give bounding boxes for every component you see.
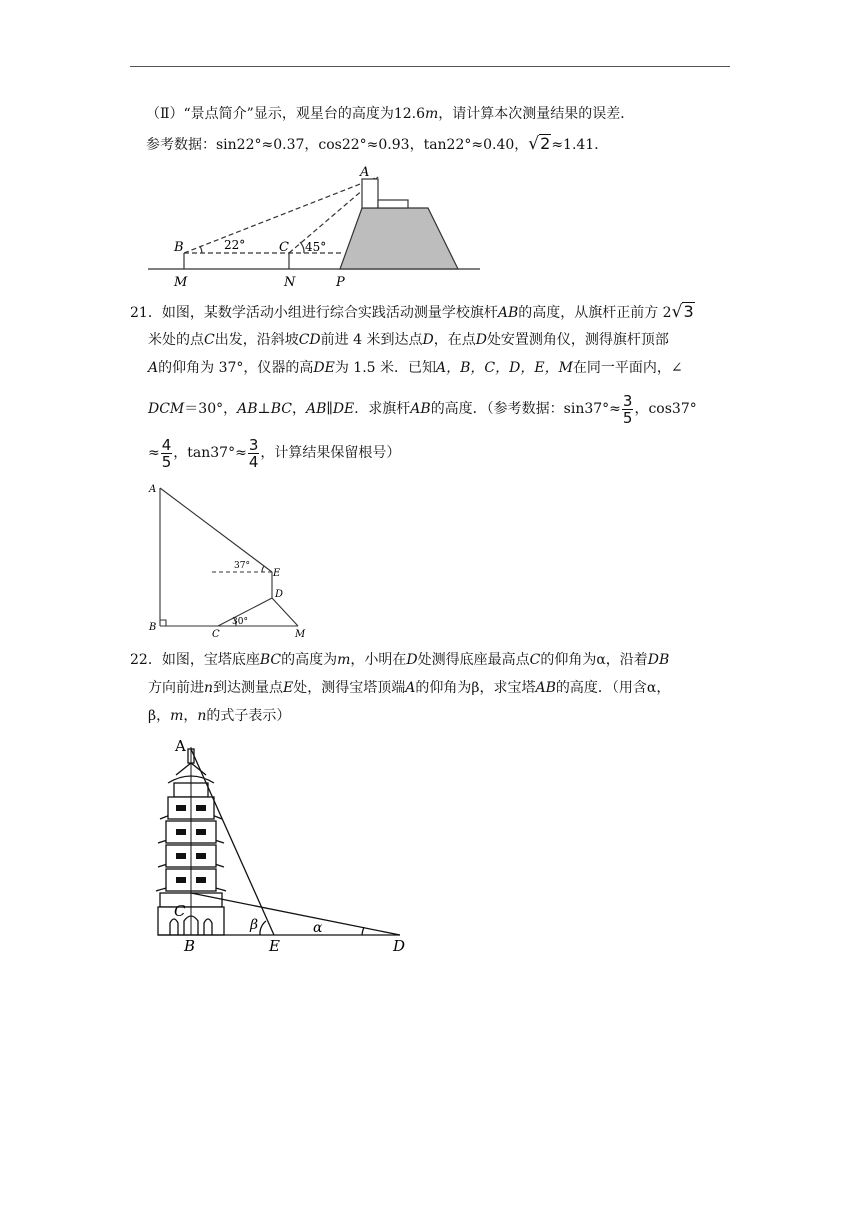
q20-part2 bbox=[146, 104, 634, 124]
q22-var: E bbox=[283, 680, 294, 696]
label-c: C bbox=[212, 629, 220, 640]
q22-text: 的高度．（用含α， bbox=[555, 680, 671, 696]
q22-line-3 bbox=[148, 706, 290, 726]
q21-var: C bbox=[204, 332, 215, 348]
q21-text: ∥ bbox=[326, 401, 333, 417]
q21-var: DE bbox=[313, 360, 335, 376]
fraction-den: 5 bbox=[622, 408, 633, 427]
angle-label-45: 45° bbox=[305, 240, 327, 254]
label-beta: β bbox=[250, 917, 259, 933]
label-e: E bbox=[269, 937, 280, 955]
label-a: A bbox=[360, 165, 370, 180]
label-alpha: α bbox=[313, 920, 323, 936]
label-p: P bbox=[336, 275, 345, 290]
q22-var: C bbox=[529, 652, 541, 668]
angle-arc-c bbox=[300, 242, 304, 253]
q21-var: A bbox=[148, 360, 159, 376]
label-d: D bbox=[393, 937, 406, 955]
q21-text: 出发，沿斜坡 bbox=[214, 332, 299, 348]
q22-text: 的仰角为β，求宝塔 bbox=[415, 680, 536, 696]
q21-var: D bbox=[475, 332, 487, 348]
window bbox=[176, 877, 186, 883]
q21-text: ＝30°， bbox=[184, 401, 238, 417]
q22-text: β， bbox=[148, 708, 171, 724]
q21-line-1 bbox=[130, 302, 695, 323]
q21-text: ， bbox=[291, 401, 306, 417]
fraction-cos bbox=[161, 437, 173, 470]
observatory-platform bbox=[340, 208, 458, 269]
q21-text: 的高度，从旗杆正前方 2 bbox=[518, 305, 672, 321]
q21-text: ．求旗杆 bbox=[354, 401, 411, 417]
angle-arc-beta bbox=[260, 921, 266, 935]
q21-var: CD bbox=[298, 332, 321, 348]
q22-var: DB bbox=[647, 652, 670, 668]
sight-line-ae bbox=[160, 488, 272, 572]
label-d: D bbox=[275, 589, 284, 600]
q20-ref-suffix: ≈1.41． bbox=[551, 137, 609, 153]
q21-text: 在同一平面内，∠ bbox=[572, 360, 683, 376]
label-m: M bbox=[295, 629, 306, 640]
q22-var: n bbox=[197, 708, 207, 724]
label-n: N bbox=[284, 275, 296, 290]
window bbox=[176, 853, 186, 859]
q22-text: 处，测得宝塔顶端 bbox=[293, 680, 406, 696]
q21-text: 处安置测角仪，测得旗杆顶部 bbox=[486, 332, 669, 348]
q21-var: AB bbox=[497, 305, 519, 321]
q21-text: ，在点 bbox=[433, 332, 476, 348]
fraction-den: 4 bbox=[248, 452, 259, 471]
fraction-num: 4 bbox=[161, 435, 172, 454]
q22-number: 22． bbox=[130, 652, 162, 668]
label-c: C bbox=[279, 240, 289, 255]
q22-text: ， bbox=[183, 708, 198, 724]
q22-text: 如图，宝塔底座 bbox=[161, 652, 260, 668]
q21-text: 如图，某数学活动小组进行综合实践活动测量学校旗杆 bbox=[161, 305, 498, 321]
q22-text: 的式子表示） bbox=[206, 708, 291, 724]
q22-var: n bbox=[204, 680, 214, 696]
window bbox=[176, 829, 186, 835]
q22-var: D bbox=[406, 652, 418, 668]
q22-text: 到达测量点 bbox=[213, 680, 284, 696]
q22-text: 方向前进 bbox=[148, 680, 204, 696]
angle-label-22: 22° bbox=[224, 238, 246, 252]
q20-reference bbox=[146, 134, 608, 155]
header-rule bbox=[130, 66, 730, 67]
angle-arc-alpha bbox=[362, 927, 364, 935]
radical-sign: √ bbox=[671, 302, 683, 322]
fraction-tan bbox=[248, 437, 260, 470]
q21-text: 米处的点 bbox=[148, 332, 204, 348]
q21-text: ，计算结果保留根号） bbox=[260, 445, 401, 461]
q20-part2-text: （Ⅱ）“景点简介”显示，观星台的高度为12.6 bbox=[146, 106, 426, 122]
q21-line-4 bbox=[148, 392, 697, 426]
q21-var: A，B，C，D，E，M bbox=[436, 360, 573, 376]
angle-label-30: 30° bbox=[232, 617, 248, 627]
window bbox=[196, 877, 206, 883]
fraction-num: 3 bbox=[248, 435, 259, 454]
angle-label-37: 37° bbox=[234, 561, 250, 571]
q21-sqrt: 3 bbox=[683, 302, 694, 321]
q20-unit: m bbox=[425, 106, 439, 122]
q21-var: AB bbox=[410, 401, 431, 417]
q21-text: 的高度．（参考数据：sin37°≈ bbox=[430, 401, 621, 417]
q21-number: 21． bbox=[130, 305, 162, 321]
q21-var: D bbox=[422, 332, 434, 348]
q21-text: ⊥ bbox=[257, 401, 271, 417]
label-b: B bbox=[184, 937, 196, 955]
q22-text: 处测得底座最高点 bbox=[417, 652, 530, 668]
fraction-sin bbox=[622, 393, 634, 426]
window bbox=[196, 805, 206, 811]
q21-var: DE bbox=[332, 401, 355, 417]
right-angle-mark bbox=[160, 620, 166, 626]
q22-var: A bbox=[405, 680, 416, 696]
q22-figure bbox=[150, 735, 415, 955]
q21-var: BC bbox=[270, 401, 292, 417]
window bbox=[196, 853, 206, 859]
q21-text: ，tan37°≈ bbox=[173, 445, 247, 461]
observatory-tower bbox=[362, 179, 378, 208]
window bbox=[176, 805, 186, 811]
q21-line-5 bbox=[148, 436, 400, 470]
q22-line-2 bbox=[148, 678, 670, 698]
window bbox=[196, 829, 206, 835]
q21-text: ≈ bbox=[148, 445, 160, 461]
q21-var: AB bbox=[305, 401, 327, 417]
q21-line-3 bbox=[148, 358, 683, 378]
observatory-step bbox=[378, 200, 408, 208]
q22-var: BC bbox=[259, 652, 282, 668]
q21-var: AB bbox=[237, 401, 258, 417]
q21-text: ，cos37° bbox=[634, 401, 697, 417]
label-e: E bbox=[273, 568, 281, 579]
angle-arc-e bbox=[262, 566, 264, 572]
q21-line-2 bbox=[148, 330, 669, 350]
q21-var: DCM bbox=[148, 401, 185, 417]
angle-arc-b bbox=[200, 246, 202, 253]
q20-ref-sqrt: 2 bbox=[540, 134, 551, 153]
q22-text: 的仰角为α，沿着 bbox=[540, 652, 648, 668]
q20-part2-end: ，请计算本次测量结果的误差． bbox=[438, 106, 635, 122]
label-b: B bbox=[174, 240, 184, 255]
q22-text: ，小明在 bbox=[350, 652, 407, 668]
q21-text: 为 1.5 米．已知 bbox=[334, 360, 437, 376]
label-a: A bbox=[149, 484, 157, 495]
label-c: C bbox=[174, 902, 186, 920]
q22-line-1 bbox=[130, 650, 669, 670]
q21-text: 前进 4 米到达点 bbox=[320, 332, 423, 348]
line-dm bbox=[272, 598, 298, 626]
label-a: A bbox=[175, 737, 186, 755]
radical-sign: √ bbox=[528, 134, 540, 154]
q22-var: m bbox=[170, 708, 184, 724]
q22-var: m bbox=[337, 652, 351, 668]
q21-figure bbox=[146, 480, 316, 640]
q20-figure bbox=[140, 160, 485, 290]
fraction-den: 5 bbox=[161, 452, 172, 471]
label-m: M bbox=[174, 275, 188, 290]
q20-ref-text: 参考数据：sin22°≈0.37，cos22°≈0.93，tan22°≈0.40， bbox=[146, 137, 529, 153]
fraction-num: 3 bbox=[622, 391, 633, 410]
q22-var: AB bbox=[535, 680, 556, 696]
label-b: B bbox=[149, 622, 157, 633]
q22-text: 的高度为 bbox=[281, 652, 338, 668]
q21-text: 的仰角为 37°，仪器的高 bbox=[158, 360, 314, 376]
